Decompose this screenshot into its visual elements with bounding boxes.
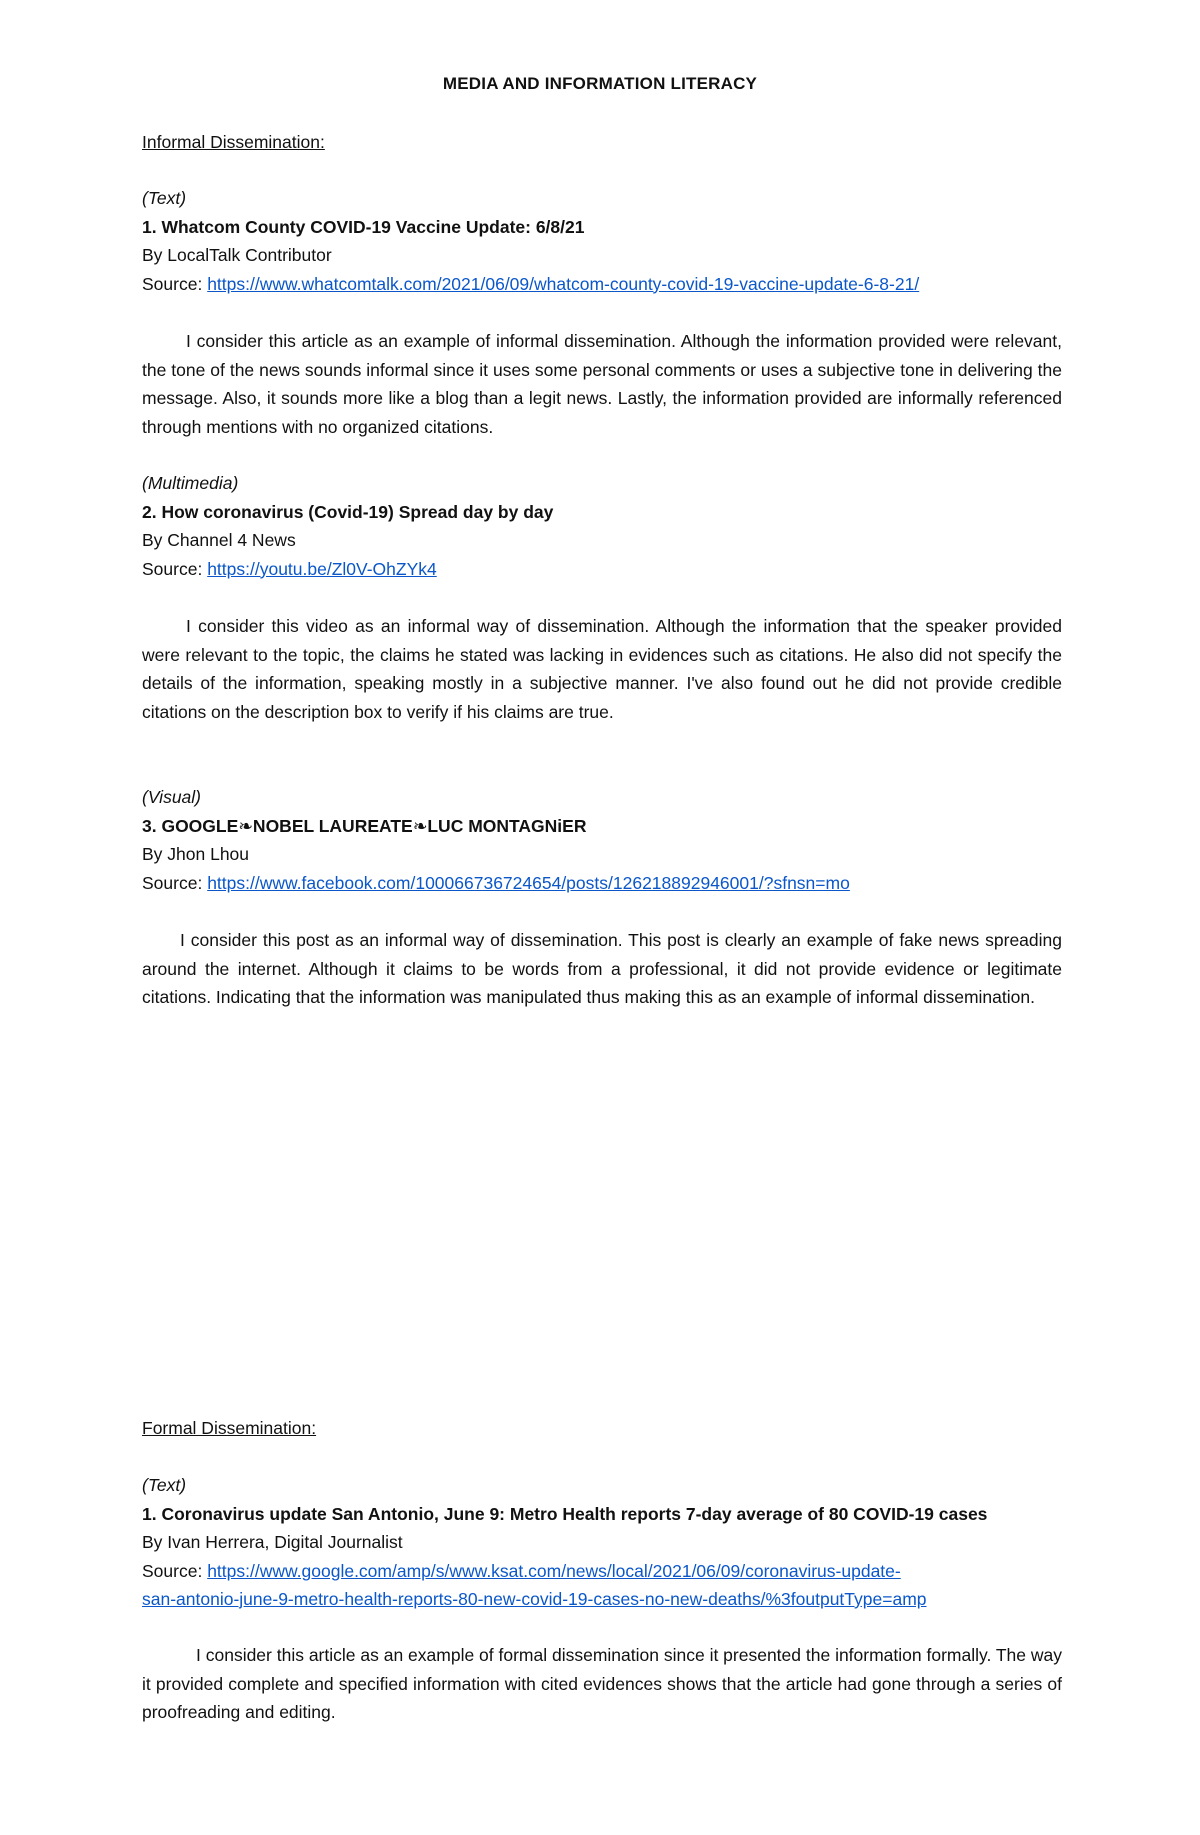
informal-section	[142, 128, 1062, 157]
item-source-continued	[142, 1585, 1062, 1614]
formal-item-1-paragraph	[142, 1641, 1062, 1727]
formal-item-1	[142, 1471, 1062, 1614]
informal-item-3	[142, 783, 1062, 897]
item-byline: By Ivan Herrera, Digital Journalist	[142, 1532, 403, 1552]
item-byline: By Channel 4 News	[142, 530, 296, 550]
item-type-label: (Text)	[142, 188, 187, 208]
item-source	[142, 869, 1062, 898]
informal-item-1-paragraph	[142, 327, 1062, 441]
item-source	[142, 1557, 1062, 1586]
source-label: Source:	[142, 273, 208, 294]
paragraph-text: I consider this article as an example of formal dissemination since it presented the information formally. The way it provided complete and specified information with cited evidences shows that the article had gone through a series of proofreading and editing.	[142, 1645, 1063, 1722]
source-link[interactable]: https://www.whatcomtalk.com/2021/06/09/whatcom-county-covid-19-vaccine-update-6-8-21/	[207, 273, 920, 294]
formal-heading: Formal Dissemination:	[142, 1418, 317, 1438]
item-title: 1. Coronavirus update San Antonio, June 9: Metro Health reports 7-day average of 80 COVID-19 cases	[142, 1503, 988, 1524]
document-title: MEDIA AND INFORMATION LITERACY	[442, 74, 758, 93]
item-title: 3. GOOGLE❧NOBEL LAUREATE❧LUC MONTAGNiER	[142, 815, 587, 836]
source-label: Source:	[142, 872, 208, 893]
item-source	[142, 555, 1062, 584]
item-type-label: (Multimedia)	[142, 473, 239, 493]
informal-item-2	[142, 469, 1062, 583]
item-title: 2. How coronavirus (Covid-19) Spread day by day	[142, 501, 554, 522]
source-link[interactable]: https://www.google.com/amp/s/www.ksat.com/news/local/2021/06/09/coronavirus-update-	[207, 1560, 901, 1581]
formal-section	[142, 1414, 1062, 1443]
item-byline: By Jhon Lhou	[142, 844, 250, 864]
paragraph-text: I consider this video as an informal way of dissemination. Although the information that the speaker provided were relevant to the topic, the claims he stated was lacking in evidences such as citations. He also did not specify the details of the information, speaking mostly in a subjective manner. I've also found out he did not provide credible citations on the description box to verify if his claims are true.	[142, 616, 1062, 722]
informal-heading: Informal Dissemination:	[142, 132, 325, 152]
source-label: Source:	[142, 1560, 208, 1581]
item-type-label: (Text)	[142, 1475, 187, 1495]
paragraph-text: I consider this post as an informal way of dissemination. This post is clearly an example of fake news spreading around the internet. Although it claims to be words from a professional, it did not provide evidence or legitimate citations. Indicating that the information was manipulated thus making this as an example of informal dissemination.	[142, 930, 1062, 1007]
informal-item-2-paragraph	[142, 612, 1062, 726]
item-title: 1. Whatcom County COVID-19 Vaccine Update: 6/8/21	[142, 216, 585, 237]
source-link[interactable]: https://youtu.be/Zl0V-OhZYk4	[207, 558, 437, 579]
item-source	[142, 270, 1062, 299]
informal-item-1	[142, 184, 1062, 298]
source-link[interactable]: https://www.facebook.com/100066736724654/posts/126218892946001/?sfnsn=mo	[207, 872, 850, 893]
paragraph-text: I consider this article as an example of informal dissemination. Although the information provided were relevant, the tone of the news sounds informal since it uses some personal comments or uses a subjective tone in delivering the message. Also, it sounds more like a blog than a legit news. Lastly, the information provided are informally referenced through mentions with no organized citations.	[142, 331, 1062, 437]
informal-item-3-paragraph	[142, 926, 1062, 1012]
source-link-continued[interactable]: san-antonio-june-9-metro-health-reports-80-new-covid-19-cases-no-new-deaths/%3foutputType=amp	[142, 1589, 927, 1609]
item-byline: By LocalTalk Contributor	[142, 245, 332, 265]
item-type-label: (Visual)	[142, 787, 202, 807]
source-label: Source:	[142, 558, 208, 579]
